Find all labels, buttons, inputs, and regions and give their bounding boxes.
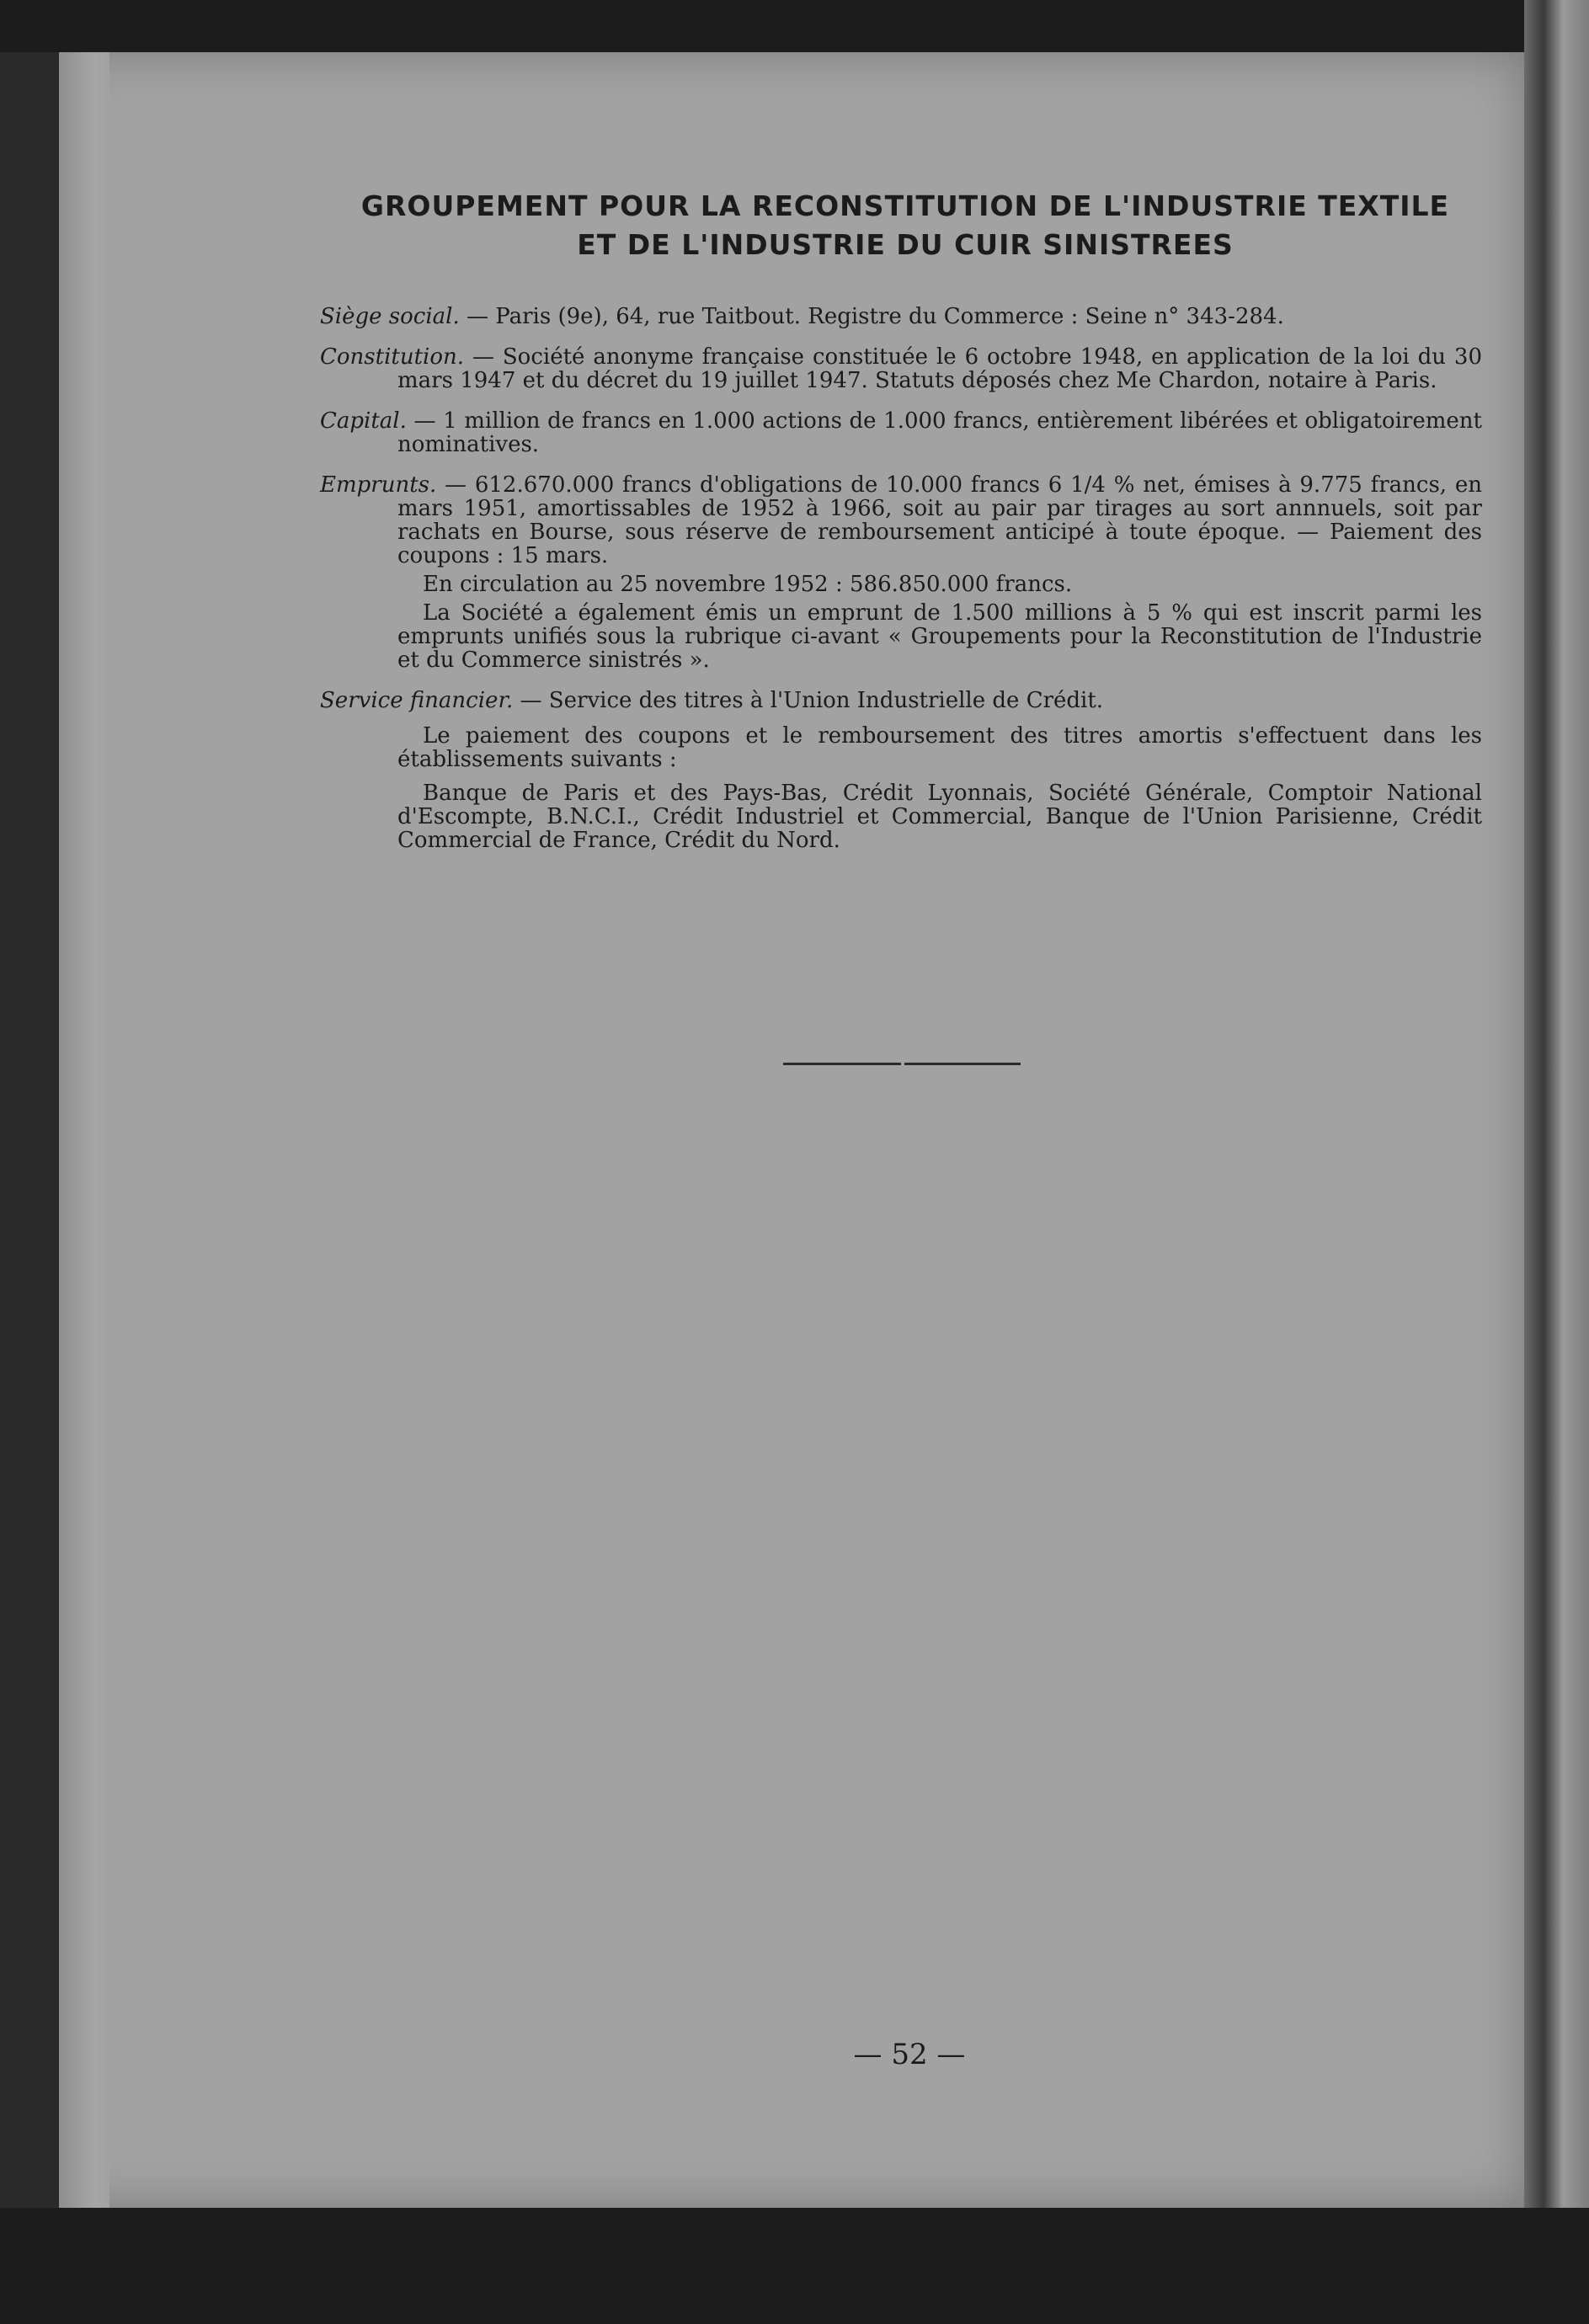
section-divider xyxy=(783,1063,1021,1065)
title-line-1: GROUPEMENT POUR LA RECONSTITUTION DE L'INDUSTRIE TEXTILE xyxy=(360,189,1450,222)
scan-bottom-border xyxy=(0,2208,1589,2324)
entry-label: Capital. xyxy=(320,408,407,434)
scan-top-border xyxy=(0,0,1589,52)
page-binding-edge xyxy=(59,52,109,2208)
title-line-2: ET DE L'INDUSTRIE DU CUIR SINISTREES xyxy=(577,228,1234,261)
page-number: — 52 — xyxy=(853,2038,966,2071)
entry-label: Siège social. xyxy=(320,304,460,329)
emprunts-circulation: En circulation au 25 novembre 1952 : 586.850.000 francs. xyxy=(423,572,1073,597)
entry-text: — 1 million de francs en 1.000 actions de 1.000 francs, entièrement libérées et obligatoirement nominatives. xyxy=(397,408,1482,457)
entry-text: — Service des titres à l'Union Industrielle de Crédit. xyxy=(513,688,1104,713)
entry-emprunts xyxy=(320,473,1482,568)
entry-text: — 612.670.000 francs d'obligations de 10.000 francs 6 1/4 % net, émises à 9.775 francs, en mars 1951, amortissables de 1952 à 1966, soit au pair par tirages au sort annnuels, soit par rachats en Bourse, sous réserve de remboursement anticipé à toute époque. — Paiement des coupons : 15 mars. xyxy=(397,472,1482,568)
emprunts-autre: La Société a également émis un emprunt de 1.500 millions à 5 % qui est inscrit parmi les emprunts unifiés sous la rubrique ci-avant « Groupements pour la Reconstitution de l'Industrie et du Commerce sinistrés ». xyxy=(397,600,1482,673)
entry-label: Service financier. xyxy=(320,688,514,713)
entry-text: — Société anonyme française constituée le 6 octobre 1948, en application de la loi du 30 mars 1947 et du décret du 19 juillet 1947. Statuts déposés chez Me Chardon, notaire à Paris. xyxy=(397,344,1482,393)
scan-right-border xyxy=(1524,0,1589,2324)
entry-label: Emprunts. xyxy=(320,472,437,498)
service-paiement: Le paiement des coupons et le remboursement des titres amortis s'effectuent dans les établissements suivants : xyxy=(397,723,1482,772)
entry-constitution xyxy=(320,345,1482,392)
entry-text: — Paris (9e), 64, rue Taitbout. Registre du Commerce : Seine n° 343-284. xyxy=(459,304,1284,329)
service-banques: Banque de Paris et des Pays-Bas, Crédit Lyonnais, Société Générale, Comptoir National d'Escompte, B.N.C.I., Crédit Industriel et Commercial, Banque de l'Union Parisienne, Crédit Commercial de France, Crédit du Nord. xyxy=(397,781,1482,853)
entry-siege-social xyxy=(320,305,1482,328)
document-content xyxy=(320,187,1482,857)
entry-capital xyxy=(320,409,1482,456)
entry-service-financier xyxy=(320,689,1482,712)
entry-label: Constitution. xyxy=(320,344,465,370)
document-title xyxy=(328,187,1482,264)
